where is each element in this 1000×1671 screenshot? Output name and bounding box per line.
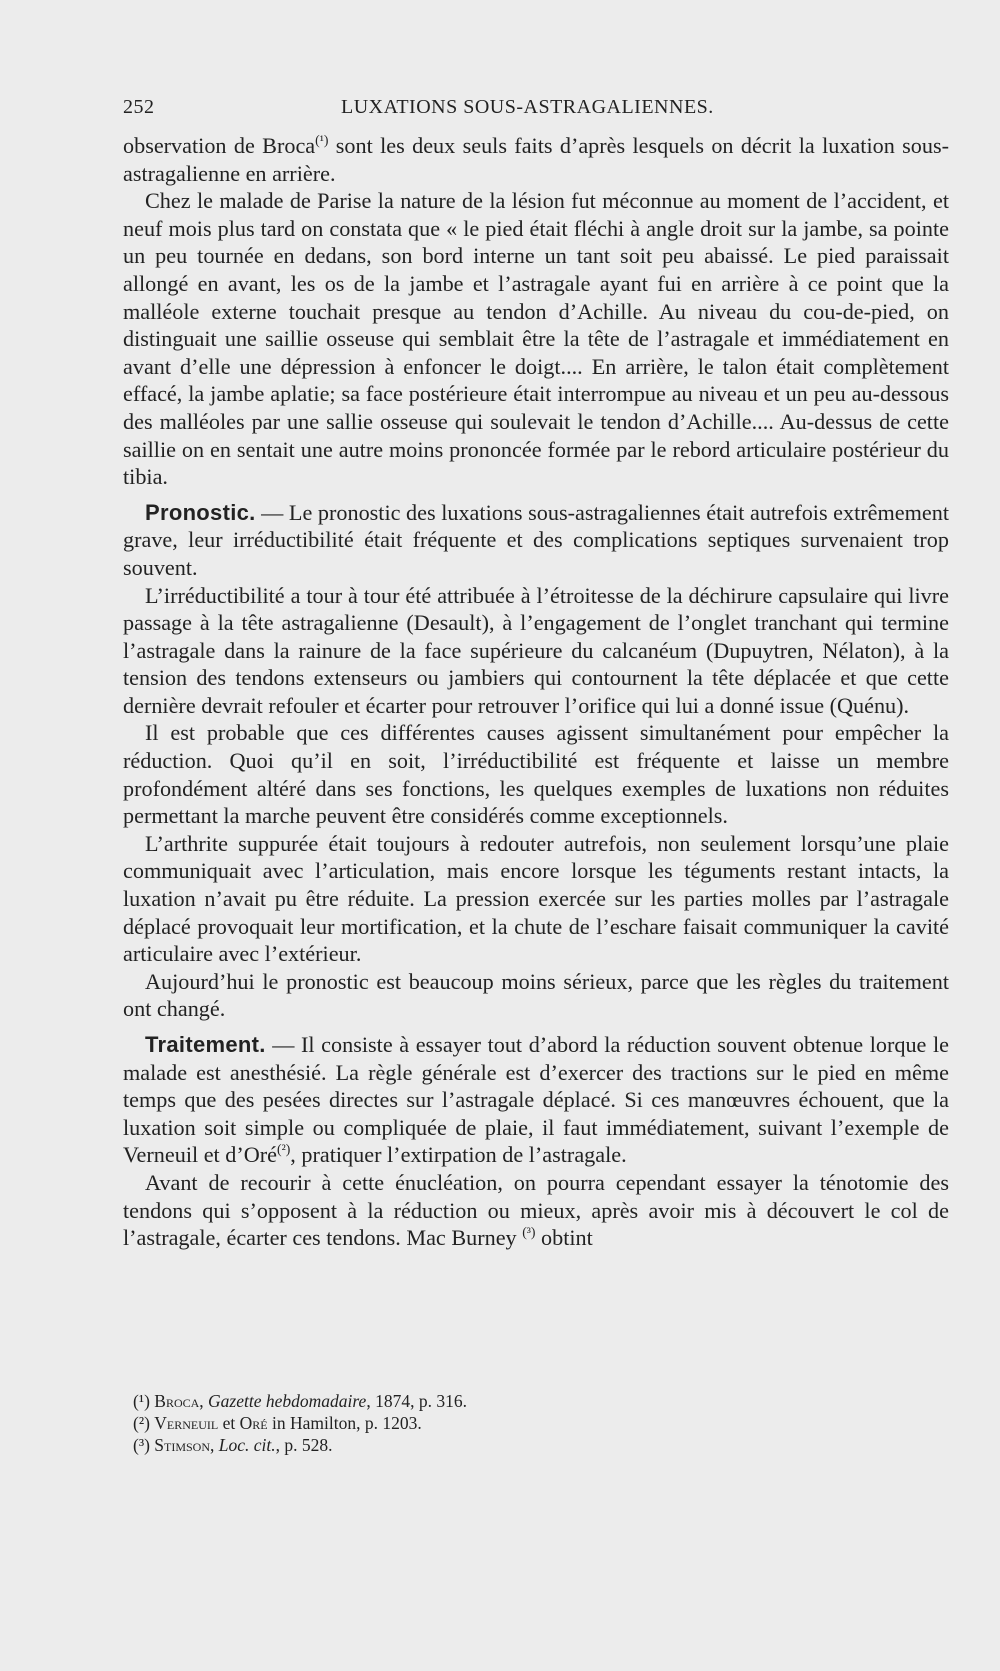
text-run: Avant de recourir à cette énucléation, on pourra cependant essayer la ténotomie des tendons qui s’opposent à la réduction ou mieux, après avoir mis à découvert le col de l’astragale, écarter ces tendons. Mac Burney (123, 1169, 949, 1251)
footnote-rest: in Hamilton, p. 1203. (267, 1413, 422, 1433)
footnote-ref: (¹) (315, 132, 329, 148)
text-run: — Le pronostic des luxations sous-astragaliennes était autrefois extrêmement grave, leur irréductibilité était fréquente et des complications septiques survenaient trop souvent. (123, 499, 949, 580)
footnote (133, 1434, 933, 1456)
footnote-author: Verneuil (154, 1413, 219, 1433)
footnote-mark: (¹) (133, 1391, 150, 1411)
footnote-separator: , (210, 1435, 219, 1455)
footnote-author: Stimson (154, 1435, 211, 1455)
paragraph: Chez le malade de Parise la nature de la lésion fut méconnue au moment de l’accident, et neuf mois plus tard on constata que « le pied était fléchi à angle droit sur la jambe, sa pointe un peu tournée en dedans, son bord interne un tant soit peu abaissé. Le pied paraissait allongé en avant, les os de la jambe et l’astragale ayant fui en arrière à ce point que la malléole externe touchait presque au tendon d’Achille. Au niveau du cou-de-pied, on distinguait une saillie osseuse qui semblait être la tête de l’astragale et immédiatement en avant d’elle une dépression à enfoncer le doigt.... En arrière, le talon était complètement effacé, la jambe aplatie; sa face postérieure était interrompue au niveau et un peu au-dessous des malléoles par une sallie osseuse qui soulevait le tendon d’Achille.... Au-dessus de cette saillie on en sentait une autre moins prononcée formée par le rebord articulaire postérieur du tibia. (123, 188, 949, 490)
text-run: — Il consiste à essayer tout d’abord la réduction souvent obtenue lorque le malade est anesthésié. La règle générale est d’exercer des tractions sur le pied en même temps que des pesées directes sur l’astragale déplacé. Si ces manœuvres échouent, que la luxation soit simple ou compliquée de plaie, il faut immédiatement, suivant l’exemple de Verneuil et d’Oré (123, 1032, 949, 1168)
paragraph (123, 132, 949, 187)
footnote-author: Oré (239, 1413, 268, 1433)
footnote-separator: , (199, 1391, 209, 1411)
paragraph: L’arthrite suppurée était toujours à redouter autrefois, non seulement lorsqu’une plaie communiquait avec l’articulation, mais encore lorsque les téguments restant intacts, la luxation n’avait pu être réduite. La pression exercée sur les parties molles par l’astragale déplacé provoquait leur mortification, et la chute de l’eschare faisait communiquer la cavité articulaire avec l’extérieur. (123, 830, 949, 967)
footnote (133, 1390, 933, 1412)
footnote-rest: , 1874, p. 316. (366, 1391, 467, 1411)
section-heading: Pronostic. (145, 499, 256, 525)
footnote (133, 1412, 933, 1434)
text-run: , pratiquer l’extirpation de l’astragale. (290, 1142, 627, 1168)
footnotes (133, 1390, 933, 1456)
paragraph: Il est probable que ces différentes causes agissent simultanément pour empêcher la réduction. Quoi qu’il en soit, l’irréductibilité est fréquente et laisse un membre profondément altéré dans ses fonctions, les quelques exemples de luxations non réduites permettant la marche peuvent être considérés comme exceptionnels. (123, 720, 949, 829)
text-run: observation de Broca (123, 133, 316, 158)
section-heading: Traitement. (145, 1032, 266, 1057)
running-title: LUXATIONS SOUS-ASTRAGALIENNES. (341, 96, 714, 118)
footnote-author: Broca (154, 1391, 200, 1411)
body-text (123, 132, 949, 1252)
footnote-mark: (²) (133, 1413, 150, 1433)
footnote-ref: (²) (277, 1141, 291, 1157)
section-traitement (123, 1031, 949, 1169)
text-run: obtint (535, 1225, 593, 1251)
page-number: 252 (123, 96, 155, 118)
paragraph: Aujourd’hui le pronostic est beaucoup moins sérieux, parce que les règles du traitement ont changé. (123, 968, 949, 1022)
section-pronostic (123, 499, 949, 582)
footnote-separator: et (218, 1413, 240, 1433)
text-run: sont les deux seuls faits d’après lesquels on décrit la luxation sous-astragalienne en arrière. (123, 133, 949, 186)
footnote-ref: (³) (522, 1224, 536, 1240)
footnote-title: Loc. cit. (218, 1435, 276, 1455)
footnote-mark: (³) (133, 1435, 150, 1455)
footnote-title: Gazette hebdomadaire (208, 1391, 367, 1411)
paragraph (123, 1169, 949, 1252)
paragraph: L’irréductibilité a tour à tour été attribuée à l’étroitesse de la déchirure capsulaire qui livre passage à la tête astragalienne (Desault), à l’engagement de l’onglet tranchant qui termine l’astragale dans la rainure de la face supérieure du calcanéum (Dupuytren, Nélaton), à la tension des tendons extenseurs ou jambiers qui contournent la tête déplacée et que cette dernière devrait refouler et écarter pour retrouver l’orifice qui lui a donné issue (Quénu). (123, 582, 949, 718)
footnote-rest: , p. 528. (275, 1435, 333, 1455)
